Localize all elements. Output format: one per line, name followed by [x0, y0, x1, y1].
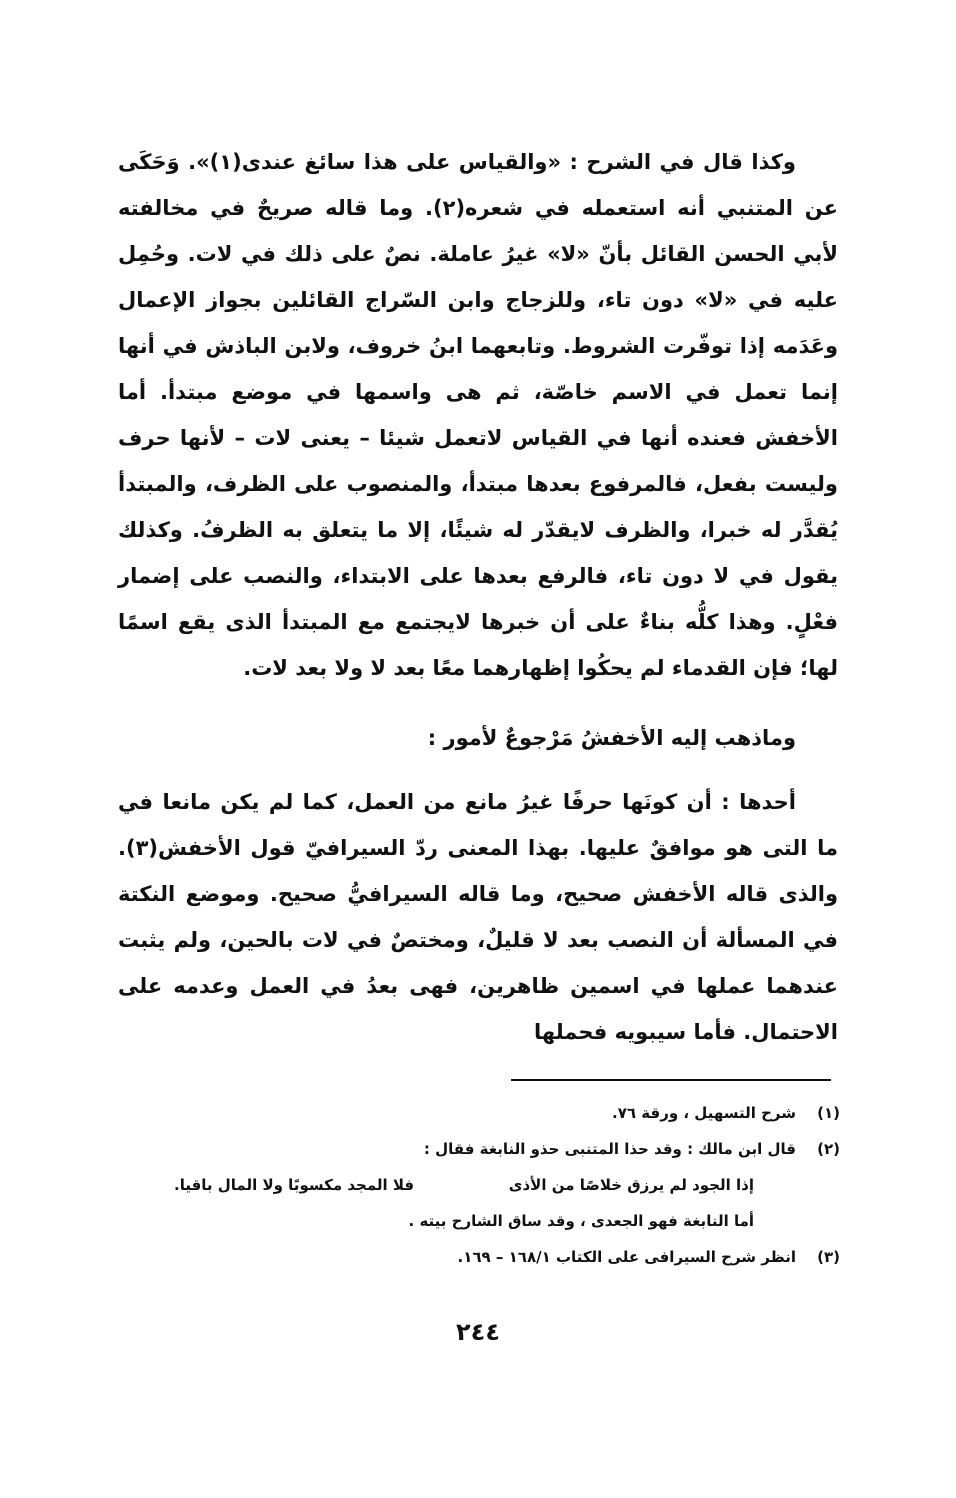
footnotes: [160, 1095, 840, 1275]
page-number: ٢٤٤: [456, 1318, 500, 1346]
footnote-2: [160, 1131, 840, 1167]
footnote-2-note: أما النابغة فهو الجعدى ، وقد ساق الشارح بيته .: [408, 1212, 754, 1230]
verse-second-hemistich: فلا المجد مكسوبًا ولا المال باقيا.: [174, 1176, 415, 1194]
footnote-text: قال ابن مالك : وقد حذا المتنبى حذو النابغة فقال :: [423, 1140, 796, 1158]
body-text-block-3: [118, 779, 838, 1055]
paragraph-2: وماذهب إليه الأخفشُ مَرْجوعٌ لأمور :: [427, 726, 796, 750]
footnote-1: [160, 1095, 840, 1131]
footnote-text: شرح التسهيل ، ورقة ٧٦.: [612, 1104, 796, 1122]
body-text-block-1: [118, 139, 838, 691]
footnote-number: (٣): [817, 1248, 840, 1266]
footnote-separator: [511, 1079, 831, 1081]
footnote-number: (١): [817, 1104, 840, 1122]
paragraph-3: أحدها : أن كونَها حرفًا غيرُ مانع من العمل، كما لم يكن مانعا في ما التى هو موافقٌ عليها. بهذا المعنى ردّ السيرافيّ قول الأخفش(٣). والذى قاله الأخفش صحيح، وما قاله السيرافيُّ صحيح. وموضع النكتة في المسألة أن النصب بعد لا قليلٌ، ومختصٌ في لات بالحين، ولم يثبت عندهما عملها في اسمين ظاهرين، فهى بعدُ في العمل وعدمه على الاحتمال. فأما سيبويه فحملها: [118, 790, 838, 1044]
paragraph-1: وكذا قال في الشرح : «والقياس على هذا سائغ عندى(١)». وَحَكَى عن المتنبي أنه استعمله في شعره(٢). وما قاله صريحٌ في مخالفته لأبي الحسن القائل بأنّ «لا» غيرُ عاملة. نصٌ على ذلك في لات. وحُمِل عليه في «لا» دون تاء، وللزجاج وابن السّراج القائلين بجواز الإعمال وعَدَمه إذا توفّرت الشروط. وتابعهما ابنُ خروف، ولابن الباذش في أنها إنما تعمل في الاسم خاصّة، ثم هى واسمها في موضع مبتدأ. أما الأخفش فعنده أنها في القياس لاتعمل شيئا – يعنى لات – لأنها حرف وليست بفعل، فالمرفوع بعدها مبتدأ، والمنصوب على الظرف، والمبتدأ يُقدَّر له خبرا، والظرف لايقدّر له شيئًا، إلا ما يتعلق به الظرفُ. وكذلك يقول في لا دون تاء، فالرفع بعدها على الابتداء، والنصب على إضمار فعْلٍ. وهذا كلُّه بناءٌ على أن خبرها لايجتمع مع المبتدأ الذى يقع اسمًا لها؛ فإن القدماء لم يحكُوا إظهارهما معًا بعد لا ولا بعد لات.: [118, 150, 839, 680]
footnote-text: انظر شرح السيرافى على الكتاب ١٦٨/١ – ١٦٩.: [457, 1248, 796, 1266]
verse-first-hemistich: إذا الجود لم يرزق خلاصًا من الأذى: [508, 1176, 754, 1194]
body-text-block-2: [118, 715, 838, 761]
poetry-verse: [160, 1167, 840, 1203]
footnote-3: [160, 1239, 840, 1275]
footnote-number: (٢): [817, 1140, 840, 1158]
